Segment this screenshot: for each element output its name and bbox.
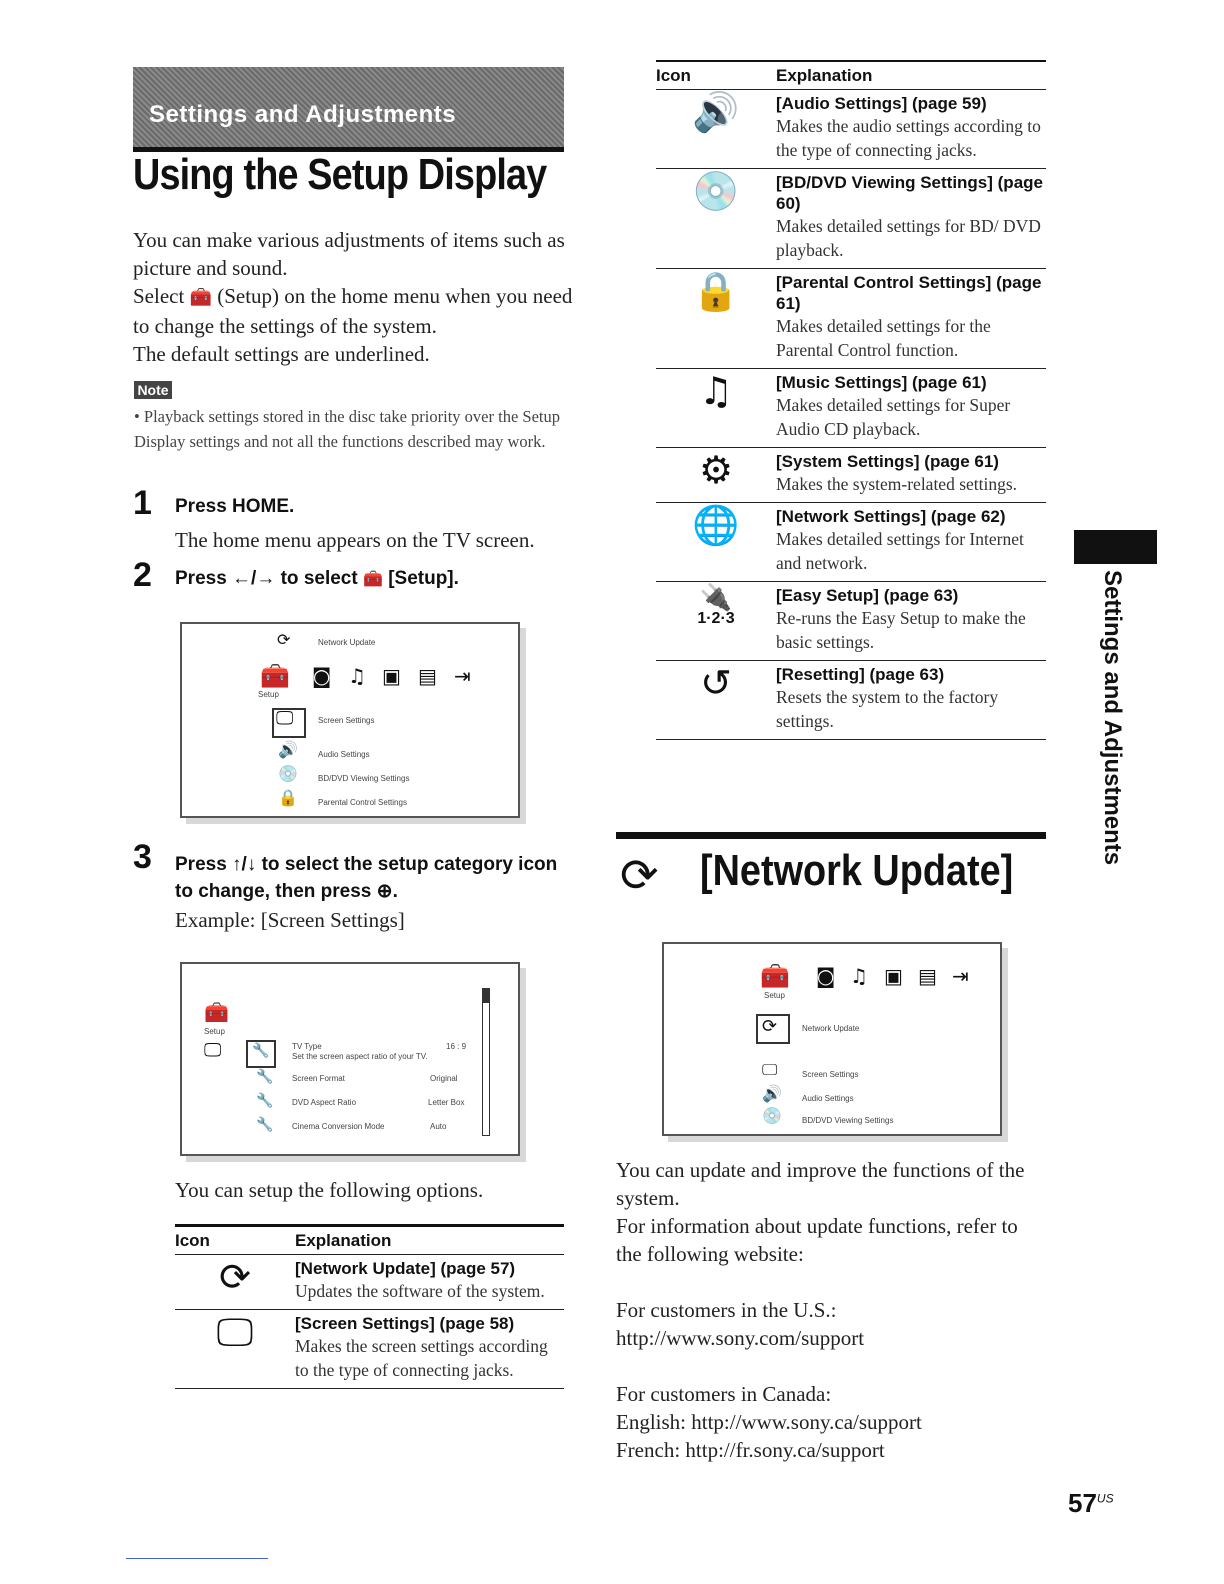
- toolbox-icon: 🧰: [204, 1000, 229, 1024]
- table-row: ⟳ [Network Update] (page 57) Updates the software of the system.: [175, 1255, 564, 1310]
- screen1-top-item: Network Update: [318, 638, 376, 647]
- network-update-p1: You can update and improve the functions of the system.: [616, 1158, 1025, 1210]
- step-1-number: 1: [133, 484, 152, 522]
- network-settings-icon: 🌐: [656, 503, 776, 582]
- screen2-row-value: 16 : 9: [446, 1042, 467, 1051]
- screen3-setup-label: Setup: [764, 991, 785, 1000]
- page-title: Using the Setup Display: [133, 150, 547, 199]
- page-number: $57^{US}$: [1068, 1488, 1114, 1518]
- section-banner: [133, 67, 564, 147]
- screen2-row-help: Set the screen aspect ratio of your TV.: [292, 1052, 428, 1061]
- resetting-icon: ↺: [656, 661, 776, 740]
- wrench-icon: 🔧: [252, 1043, 270, 1059]
- table-row: 🌐 [Network Settings] (page 62) Makes detailed settings for Internet and network.: [656, 503, 1046, 582]
- table-row: 🔒 [Parental Control Settings] (page 61) Makes detailed settings for the Parental Control function.: [656, 269, 1046, 369]
- explanation-column-header: Explanation: [776, 61, 1046, 90]
- table-row: 🔊 [Audio Settings] (page 59) Makes the audio settings according to the type of connecting jacks.: [656, 90, 1046, 169]
- footer-rule: [126, 1558, 268, 1559]
- network-update-text: [616, 1156, 1046, 1464]
- network-update-icon: ⟳: [620, 848, 659, 902]
- system-settings-icon: ⚙: [656, 448, 776, 503]
- network-update-heading: [Network Update]: [700, 846, 1014, 895]
- network-update-icon: ⟳: [762, 1016, 778, 1037]
- toolbox-icon: 🧰: [260, 662, 290, 690]
- intro-p3: The default settings are underlined.: [133, 342, 430, 366]
- table-row: 🖵 [Screen Settings] (page 58) Makes the screen settings according to the type of connecting jacks.: [175, 1310, 564, 1389]
- screen1-item: Audio Settings: [318, 750, 370, 759]
- tv-icon: ▤: [918, 964, 937, 988]
- easy-setup-icon: 🔌 1·2·3: [656, 582, 776, 661]
- audio-settings-icon: 🔊: [278, 740, 298, 759]
- photo-icon: ◙: [816, 964, 836, 988]
- photo-icon: ◙: [312, 664, 332, 688]
- step-3-number: 3: [133, 838, 152, 876]
- network-update-screenshot: [662, 942, 1002, 1136]
- screen3-item: Audio Settings: [802, 1094, 854, 1103]
- screen-settings-icon: 🖵: [175, 1310, 295, 1389]
- parental-control-icon: 🔒: [278, 788, 298, 807]
- canada-french-url: French: http://fr.sony.ca/support: [616, 1438, 885, 1462]
- audio-settings-icon: 🔊: [656, 90, 776, 169]
- network-update-icon: ⟳: [175, 1255, 295, 1310]
- input-icon: ⇥: [952, 964, 969, 988]
- table-row: ↺ [Resetting] (page 63) Resets the system to the factory settings.: [656, 661, 1046, 740]
- table-row: 🔌 1·2·3 [Easy Setup] (page 63) Re-runs the Easy Setup to make the basic settings.: [656, 582, 1046, 661]
- screen2-row-value: Original: [430, 1074, 458, 1083]
- scrollbar: [482, 988, 490, 1136]
- intro-p2: Select 🧰 (Setup) on the home menu when you need to change the settings of the system.: [133, 284, 573, 338]
- audio-settings-icon: 🔊: [762, 1084, 782, 1103]
- tv-icon: ▤: [418, 664, 437, 688]
- network-update-icon: ⟳: [277, 630, 291, 649]
- screen2-row-label: TV Type: [292, 1042, 322, 1051]
- setup-options-table-left: [175, 1224, 564, 1389]
- options-text: You can setup the following options.: [175, 1178, 484, 1202]
- screen2-setup-label: Setup: [204, 1027, 225, 1036]
- us-label: For customers in the U.S.:: [616, 1298, 837, 1322]
- screen-settings-icon: 🖵: [276, 708, 294, 729]
- toolbox-icon: 🧰: [189, 287, 212, 308]
- us-url: http://www.sony.com/support: [616, 1326, 865, 1350]
- side-tab-marker: [1074, 530, 1157, 564]
- icon-column-header: Icon: [175, 1226, 295, 1255]
- step-3-title: Press ↑/↓ to select the setup category icon to change, then press ⊕.: [175, 854, 558, 902]
- setup-menu-screenshot: [180, 622, 520, 818]
- screen-settings-icon: 🖵: [204, 1040, 222, 1061]
- step-1-text: The home menu appears on the TV screen.: [175, 528, 535, 552]
- input-icon: ⇥: [454, 664, 471, 688]
- step-2-number: 2: [133, 556, 152, 594]
- step-3-text: Example: [Screen Settings]: [175, 908, 405, 932]
- screen1-setup-label: Setup: [258, 690, 279, 699]
- screen2-row-label: Screen Format: [292, 1074, 345, 1083]
- wrench-icon: 🔧: [256, 1117, 274, 1133]
- screen2-row-value: Letter Box: [428, 1098, 465, 1107]
- bd-dvd-settings-icon: 💿: [762, 1106, 782, 1125]
- music-settings-icon: ♫: [656, 369, 776, 448]
- toolbox-icon: 🧰: [362, 569, 383, 588]
- toolbox-icon: 🧰: [760, 962, 790, 990]
- screen2-row-value: Auto: [430, 1122, 447, 1131]
- music-icon: ♫: [850, 964, 868, 988]
- wrench-icon: 🔧: [256, 1093, 274, 1109]
- wrench-icon: 🔧: [256, 1069, 274, 1085]
- bd-dvd-settings-icon: 💿: [278, 764, 298, 783]
- music-icon: ♫: [348, 664, 366, 688]
- intro-p1: You can make various adjustments of items such as picture and sound.: [133, 228, 565, 280]
- section-banner-label: Settings and Adjustments: [149, 101, 457, 128]
- table-row: ♫ [Music Settings] (page 61) Makes detailed settings for Super Audio CD playback.: [656, 369, 1046, 448]
- screen3-item: Network Update: [802, 1024, 860, 1033]
- canada-label: For customers in Canada:: [616, 1382, 832, 1406]
- parental-control-icon: 🔒: [656, 269, 776, 369]
- screen-settings-screenshot: [180, 962, 520, 1156]
- side-tab-label: Settings and Adjustments: [1099, 570, 1126, 866]
- network-update-p2: For information about update functions, refer to the following website:: [616, 1214, 1018, 1266]
- easy-setup-icon-label: 1·2·3: [697, 610, 735, 627]
- canada-english-url: English: http://www.sony.ca/support: [616, 1410, 922, 1434]
- screen1-item: Screen Settings: [318, 716, 375, 725]
- note-text: • Playback settings stored in the disc take priority over the Setup Display settings and not all the functions described may work.: [134, 407, 560, 451]
- step-2-title: Press ←/→ to select 🧰 [Setup].: [175, 568, 459, 589]
- note-badge: Note: [134, 381, 172, 399]
- screen1-item: Parental Control Settings: [318, 798, 407, 807]
- screen3-item: Screen Settings: [802, 1070, 859, 1079]
- screen2-row-label: Cinema Conversion Mode: [292, 1122, 385, 1131]
- video-icon: ▣: [884, 964, 903, 988]
- bd-dvd-settings-icon: 💿: [656, 169, 776, 269]
- screen-settings-icon: 🖵: [762, 1060, 778, 1079]
- explanation-column-header: Explanation: [295, 1226, 564, 1255]
- screen3-item: BD/DVD Viewing Settings: [802, 1116, 894, 1125]
- icon-column-header: Icon: [656, 61, 776, 90]
- step-1-title: Press HOME.: [175, 496, 295, 517]
- screen2-row-label: DVD Aspect Ratio: [292, 1098, 357, 1107]
- table-row: 💿 [BD/DVD Viewing Settings] (page 60) Makes detailed settings for BD/ DVD playback.: [656, 169, 1046, 269]
- setup-options-table-right: [656, 60, 1046, 740]
- network-update-rule: [616, 832, 1046, 839]
- intro: [133, 226, 573, 368]
- screen1-item: BD/DVD Viewing Settings: [318, 774, 410, 783]
- video-icon: ▣: [382, 664, 401, 688]
- table-row: ⚙ [System Settings] (page 61) Makes the system-related settings.: [656, 448, 1046, 503]
